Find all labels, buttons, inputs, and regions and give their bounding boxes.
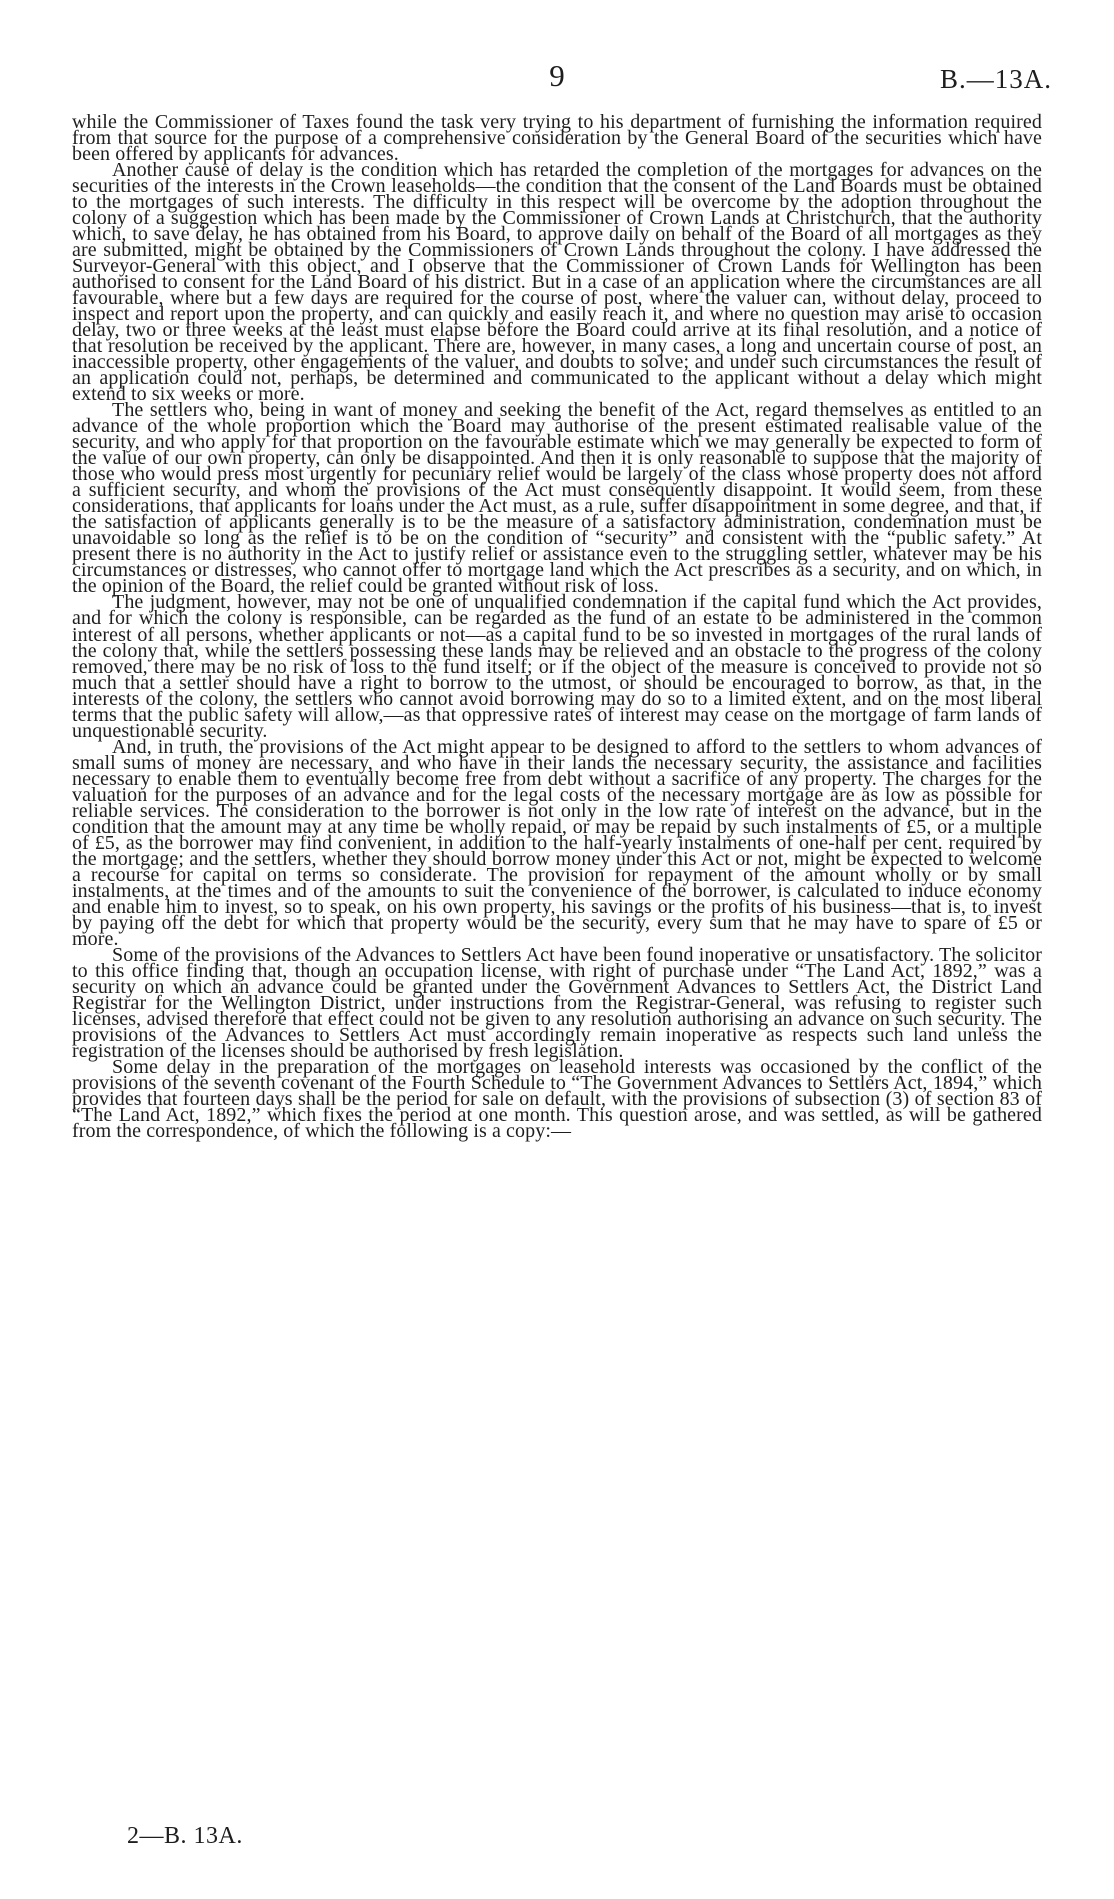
page-header — [0, 58, 1114, 98]
paragraph-inoperative-provisions: Some of the provisions of the Advances to Settlers Act have been found inoperative or unsatisfactory. The solicitor to this office finding that, though an occupation license, with right of purchase under “The Land Act, 1892,” was a security on which an advance could be granted under the Government Advances to Settlers Act, the District Land Registrar for the Wellington District, under instructions from the Registrar-General, was refusing to register such licenses, advised therefore that effect could not be given to any resolution authorising an advance on such security. The provisions of the Advances to Settlers Act must accordingly remain inoperative as respects such land unless the registration of the licenses should be authorised by fresh legislation. — [72, 943, 1042, 1062]
paragraph-judgment-capital-fund: The judgment, however, may not be one of unqualified condemnation if the capital fund which the Act provides, and for which the colony is responsible, can be regarded as the fund of an estate to be administered in the common interest of all persons, whether applicants or not—as a capital fund to be so invested in mortgages of the rural lands of the colony that, while the settlers possessing these lands may be relieved and an obstacle to the progress of the colony removed, there may be no risk of loss to the fund itself; or if the object of the measure is conceived to provide not so much that a settler should have a right to borrow to the utmost, or should be encouraged to borrow, as that, in the interests of the colony, the settlers who cannot avoid borrowing may do so to a limited extent, and on the most liberal terms that the public safety will allow,—as that oppressive rates of interest may cease on the mortgage of farm lands of unquestionable security. — [72, 591, 1042, 742]
paragraph-settlers-disappointment: The settlers who, being in want of money and seeking the benefit of the Act, regard themselves as entitled to an advance of the whole proportion which the Board may authorise of the present estimated realisable value of the security, and who apply for that proportion on the favourable estimate which we may generally be expected to form of the value of our own property, can only be disappointed. And then it is only reasonable to suppose that the majority of those who would press most urgently for pecuniary relief would be largely of the class whose property does not afford a sufficient security, and whom the provisions of the Act must consequently disappoint. It would seem, from these considerations, that applicants for loans under the Act must, as a rule, suffer disappointment in some degree, and that, if the satisfaction of applicants generally is to be the measure of a satisfactory administration, condemnation must be unavoidable so long as the relief is to be on the condition of “security” and consistent with the “public safety.” At present there is no authority in the Act to justify relief or assistance even to the struggling settler, whatever may be his circumstances or distresses, who cannot offer to mortgage land which the Act prescribes as a security, and on which, in the opinion of the Board, the relief could be granted without risk of loss. — [72, 399, 1042, 598]
paragraph-continuation: while the Commissioner of Taxes found the task very trying to his department of furnishing the information required from that source for the purpose of a comprehensive consideration by the General Board of the securities which have been offered by applicants for advances. — [72, 111, 1042, 166]
document-reference: B.—13A. — [939, 64, 1052, 94]
body-text — [72, 111, 1042, 1142]
signature-mark: 2—B. 13A. — [127, 1823, 243, 1849]
page-number: 9 — [549, 58, 565, 93]
paragraph-mortgage-delay: Some delay in the preparation of the mortgages on leasehold interests was occasioned by the conflict of the provisions of the seventh covenant of the Fourth Schedule to “The Government Advances to Settlers Act, 1894,” which provides that fourteen days shall be the period for sale on default, with the provisions of subsection (3) of section 83 of “The Land Act, 1892,” which fixes the period at one month. This question arose, and was settled, as will be gathered from the correspondence, of which the following is a copy:— — [72, 1055, 1042, 1142]
paragraph-delay-crown-leaseholds: Another cause of delay is the condition which has retarded the completion of the mortgages for advances on the securities of the interests in the Crown leaseholds—the condition that the consent of the Land Boards must be obtained to the mortgages of such interests. The difficulty in this respect will be overcome by the adoption throughout the colony of a suggestion which has been made by the Commissioner of Crown Lands at Christchurch, that the authority which, to save delay, he has obtained from his Board, to approve daily on behalf of the Board of all mortgages as they are submitted, might be obtained by the Commissioners of Crown Lands throughout the colony. I have addressed the Surveyor-General with this object, and I observe that the Commissioner of Crown Lands for Wellington has been authorised to consent for the Land Board of his district. But in a case of an application where the circumstances are all favourable, where but a few days are required for the course of post, where the valuer can, without delay, proceed to inspect and report upon the property, and can quickly and easily reach it, and where no question may arise to occasion delay, two or three weeks at the least must elapse before the Board could arrive at its final resolution, and a notice of that resolution be received by the applicant. There are, however, in many cases, a long and uncertain course of post, an inaccessible property, other engagements of the valuer, and doubts to solve; and under such circumstances the result of an application could not, perhaps, be determined and communicated to the applicant without a delay which might extend to six weeks or more. — [72, 159, 1042, 406]
paragraph-provisions-design: And, in truth, the provisions of the Act might appear to be designed to afford to the settlers to whom advances of small sums of money are necessary, and who have in their lands the necessary security, the assistance and facilities necessary to enable them to eventually become free from debt without a sacrifice of any property. The charges for the valuation for the purposes of an advance and for the legal costs of the necessary mortgage are as low as possible for reliable services. The consideration to the borrower is not only in the low rate of interest on the advance, but in the condition that the amount may at any time be wholly repaid, or may be repaid by such instalments of £5, or a multiple of £5, as the borrower may find convenient, in addition to the half-yearly instalments of one-half per cent. required by the mortgage; and the settlers, whether they should borrow money under this Act or not, might be expected to welcome a recourse for capital on terms so considerate. The provision for repayment of the amount wholly or by small instalments, at the times and of the amounts to suit the convenience of the borrower, is calculated to induce economy and enable him to invest, so to speak, on his own property, his savings or the profits of his business—that is, to invest by paying off the debt for which that property would be the security, every sum that he may have to spare of £5 or more. — [72, 735, 1042, 950]
